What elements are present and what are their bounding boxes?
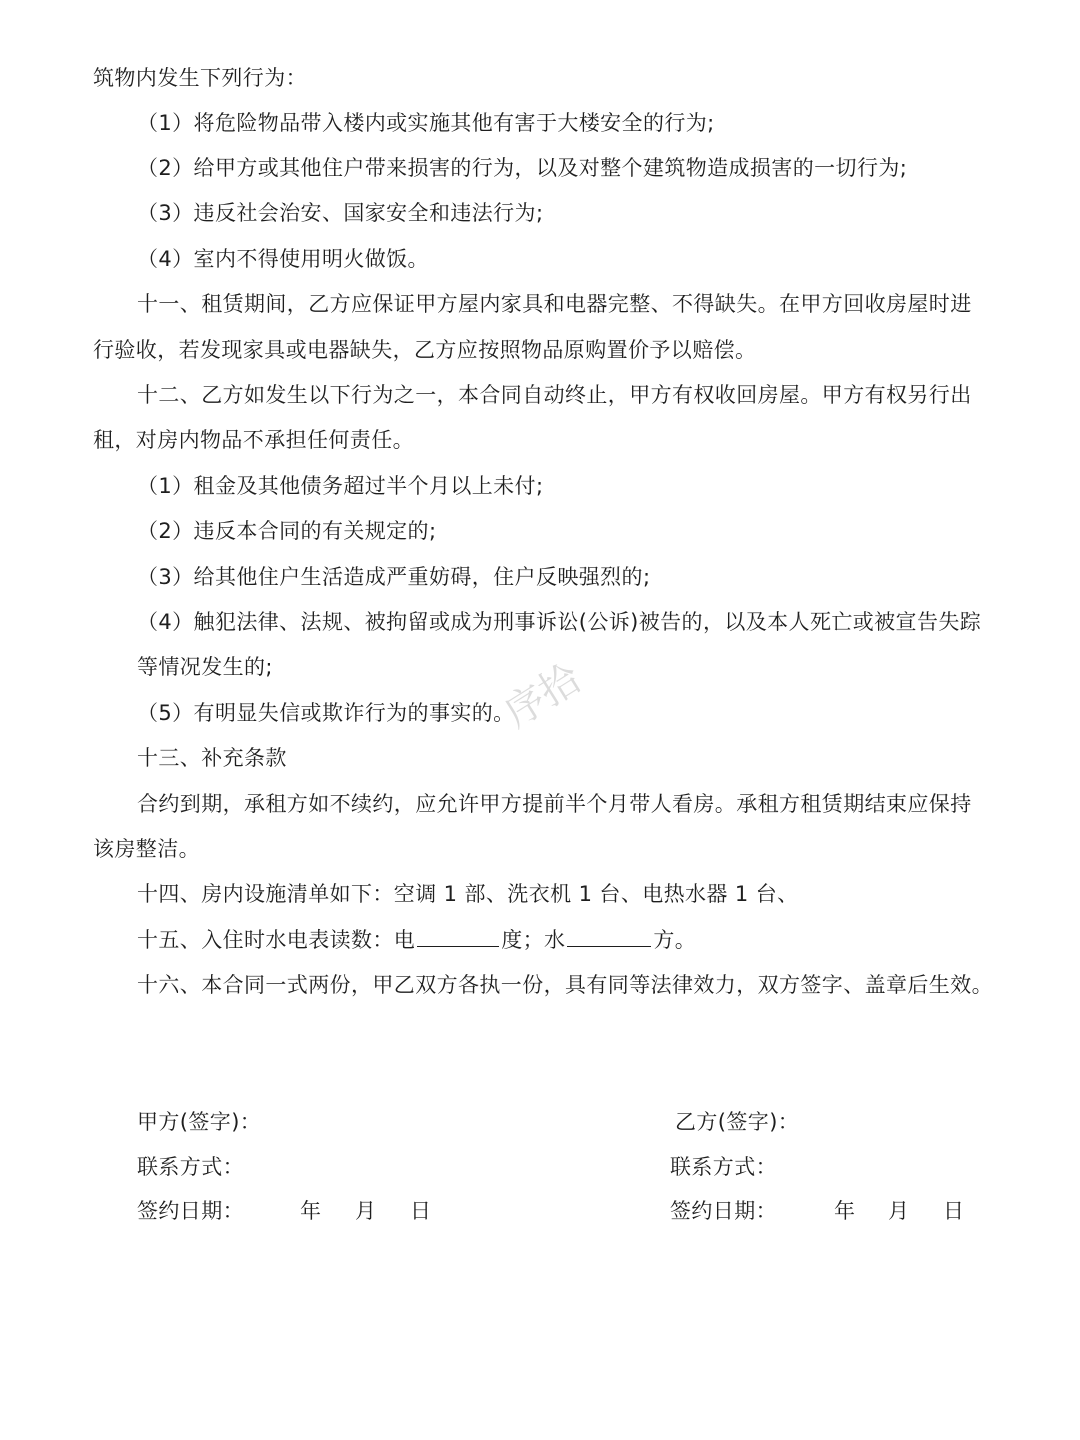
party-a-date-label: 签约日期：	[137, 1199, 244, 1223]
party-a-date-month: 月	[355, 1199, 376, 1223]
clause-12-line-2: 租，对房内物品不承担任何责任。	[93, 428, 414, 452]
clause-11-line-2: 行验收，若发现家具或电器缺失，乙方应按照物品原购置价予以赔偿。	[93, 338, 757, 362]
clause-12-item-4-line-2: 等情况发生的;	[137, 655, 273, 679]
party-b-date-year: 年	[834, 1199, 855, 1223]
party-a-signature-label: 甲方(签字)：	[137, 1110, 262, 1134]
electricity-unit: 度；水	[501, 928, 566, 952]
clause-item-2: （2）给甲方或其他住户带来损害的行为，以及对整个建筑物造成损害的一切行为;	[137, 156, 908, 180]
clause-15-meter-reading	[137, 926, 696, 954]
party-b-date-label: 签约日期：	[670, 1199, 777, 1223]
clause-16-final: 十六、本合同一式两份，甲乙双方各执一份，具有同等法律效力，双方签字、盖章后生效。	[137, 973, 993, 997]
clause-12-item-1: （1）租金及其他债务超过半个月以上未付;	[137, 474, 544, 498]
clause-11-line-1: 十一、租赁期间，乙方应保证甲方屋内家具和电器完整、不得缺失。在甲方回收房屋时进	[137, 292, 972, 316]
clause-12-item-3: （3）给其他住户生活造成严重妨碍，住户反映强烈的;	[137, 565, 651, 589]
clause-item-3: （3）违反社会治安、国家安全和违法行为;	[137, 201, 544, 225]
clause-item-4: （4）室内不得使用明火做饭。	[137, 247, 429, 271]
clause-12-item-5: （5）有明显失信或欺诈行为的事实的。	[137, 701, 515, 725]
party-a-date-day: 日	[410, 1199, 431, 1223]
text-line-continuation: 筑物内发生下列行为：	[93, 66, 307, 90]
electricity-reading-blank[interactable]	[417, 926, 499, 947]
clause-13-line-2: 该房整洁。	[93, 837, 200, 861]
clause-12-item-2: （2）违反本合同的有关规定的;	[137, 519, 437, 543]
watermark: 序拾	[496, 655, 589, 737]
clause-12-item-4-line-1: （4）触犯法律、法规、被拘留或成为刑事诉讼(公诉)被告的，以及本人死亡或被宣告失踪	[137, 610, 982, 634]
meter-prefix: 十五、入住时水电表读数：电	[137, 928, 416, 952]
party-b-signature-label: 乙方(签字)：	[675, 1110, 800, 1134]
water-reading-blank[interactable]	[567, 926, 651, 947]
clause-13-line-1: 合约到期，承租方如不续约，应允许甲方提前半个月带人看房。承租方租赁期结束应保持	[137, 792, 972, 816]
party-b-contact-label: 联系方式：	[670, 1155, 777, 1179]
clause-item-1: （1）将危险物品带入楼内或实施其他有害于大楼安全的行为;	[137, 111, 715, 135]
party-b-date-day: 日	[943, 1199, 964, 1223]
party-a-contact-label: 联系方式：	[137, 1155, 244, 1179]
party-a-date-year: 年	[300, 1199, 321, 1223]
clause-12-line-1: 十二、乙方如发生以下行为之一，本合同自动终止，甲方有权收回房屋。甲方有权另行出	[137, 383, 972, 407]
party-b-date-month: 月	[888, 1199, 909, 1223]
clause-14-facilities: 十四、房内设施清单如下：空调 1 部、洗衣机 1 台、电热水器 1 台、	[137, 882, 799, 906]
clause-13-heading: 十三、补充条款	[137, 746, 287, 770]
water-unit: 方。	[653, 928, 697, 952]
